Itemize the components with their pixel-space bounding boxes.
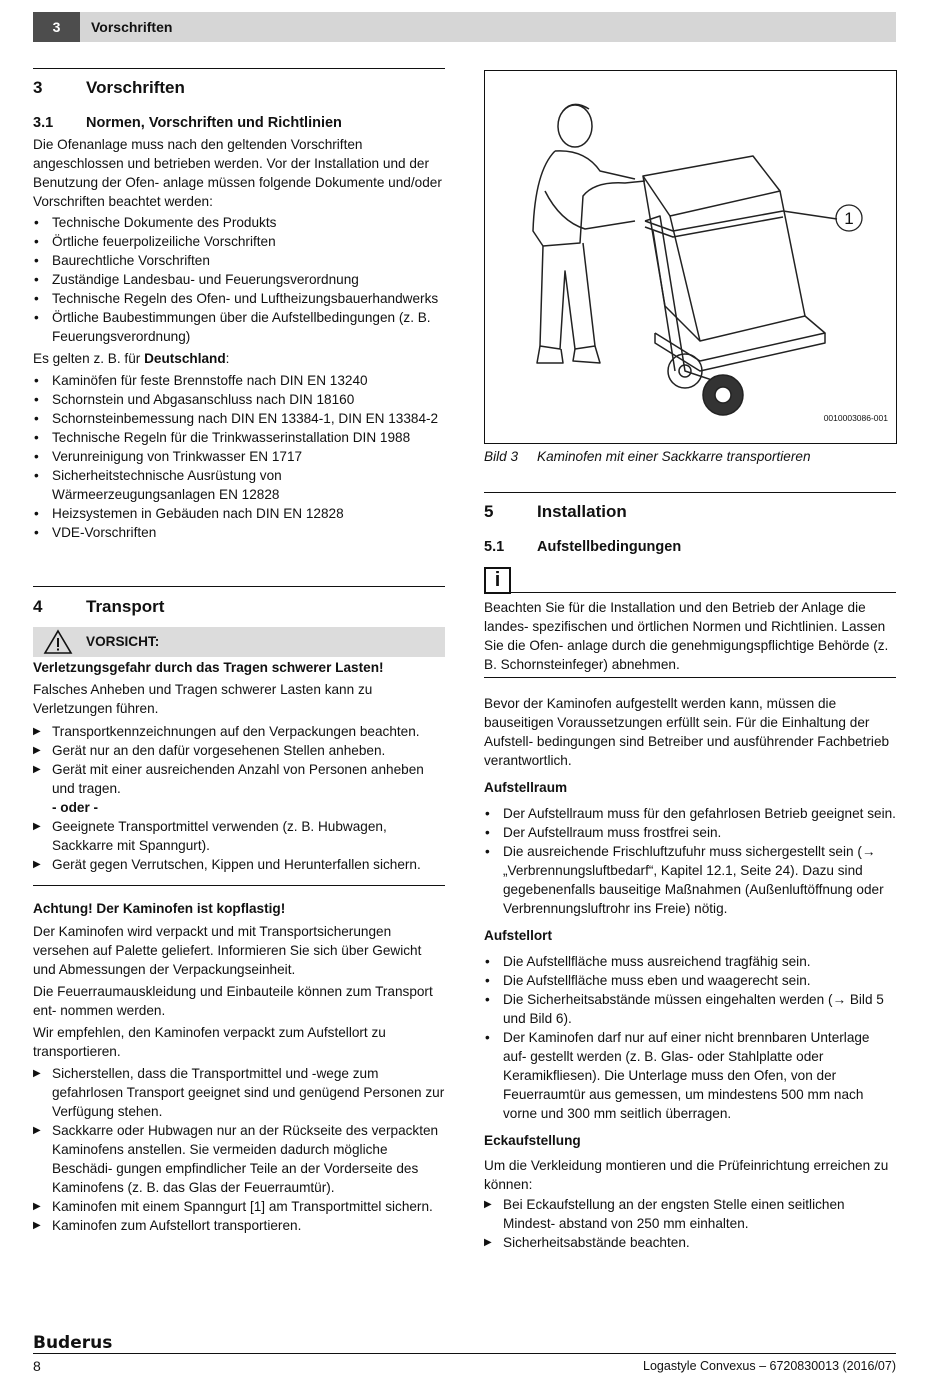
buderus-logo: Buderus (33, 1333, 113, 1353)
warning-triangle-icon (43, 629, 73, 655)
subsection-number: 3.1 (33, 115, 54, 131)
warning-content (33, 658, 445, 874)
achtung-note: Achtung! Der Kaminofen ist kopflastig! (33, 901, 286, 916)
sec3-body (33, 135, 445, 542)
list-item: • Die Sicherheitsabstände müssen eingehalten werden (→ Bild 5 und Bild 6). (484, 990, 896, 1028)
section-3-heading (33, 77, 185, 99)
sec3-intro: Die Ofenanlage muss nach den geltenden Vorschriften angeschlossen und betrieben werden. Vor der Installation und der Benutzung der Ofen- anlage müssen folgende Dokumente und/oder Vorschriften beachtet werden: (33, 137, 442, 209)
section-rule (484, 492, 896, 493)
caption-text: Kaminofen mit einer Sackkarre transportieren (537, 449, 811, 464)
transport-body (33, 899, 445, 1235)
stove-handtruck-illustration (485, 71, 896, 443)
es-gelten-country: Deutschland (144, 351, 226, 366)
step-item: ▶ Sicherstellen, dass die Transportmittel und -wege zum gefahrlosen Transport geeignet sind und genügend Personen zur Verfügung stehen. (33, 1064, 445, 1121)
aufstellort-list (484, 952, 896, 1123)
list-item: • Die Aufstellfläche muss ausreichend tragfähig sein. (484, 952, 896, 971)
page-number: 8 (33, 1358, 41, 1374)
transport-p1: Der Kaminofen wird verpackt und mit Transportsicherungen versehen auf Palette geliefert. Informieren Sie sich über Gewicht und Abmessungen der Verpackungseinheit. (33, 924, 422, 977)
warning-text: Falsches Anheben und Tragen schwerer Lasten kann zu Verletzungen führen. (33, 682, 373, 716)
warning-bar (33, 627, 445, 657)
sec3-docs-list (33, 213, 445, 346)
eckaufstellung-steps (484, 1195, 896, 1252)
eckaufstellung-heading: Eckaufstellung (484, 1133, 581, 1148)
section-number: 3 (33, 78, 43, 97)
installation-body (484, 694, 896, 1252)
aufstellraum-list (484, 804, 896, 918)
caption-number: Bild 3 (484, 449, 519, 464)
oder-separator: - oder - (52, 800, 99, 815)
section-4-heading (33, 596, 164, 618)
document-reference: Logastyle Convexus – 6720830013 (2016/07) (643, 1359, 896, 1373)
section-title: Installation (537, 502, 627, 521)
step-item: ▶ Gerät nur an den dafür vorgesehenen Stellen anheben. (33, 741, 445, 760)
list-item: • Zuständige Landesbau- und Feuerungsverordnung (33, 270, 445, 289)
info-icon: i (484, 567, 511, 594)
sec3-es-gelten (33, 349, 445, 368)
step-item: ▶ Gerät gegen Verrutschen, Kippen und Herunterfallen sichern. (33, 855, 445, 874)
list-item: • Der Aufstellraum muss frostfrei sein. (484, 823, 896, 842)
es-gelten-colon: : (225, 351, 230, 366)
list-item: • Sicherheitstechnische Ausrüstung von Wärmeerzeugungsanlagen EN 12828 (33, 466, 445, 504)
step-item: ▶ Kaminofen zum Aufstellort transportieren. (33, 1216, 445, 1235)
figure-frame (484, 70, 897, 444)
list-item: • Verunreinigung von Trinkwasser EN 1717 (33, 447, 445, 466)
step-item: ▶ Sackkarre oder Hubwagen nur an der Rückseite des verpackten Kaminofens anstellen. Sie vermeiden dadurch mögliche Beschädi- gungen empfindlicher Teile an der Vorderseite des Kaminofens (z. B. das Glas der Feuerraumtür). (33, 1121, 445, 1197)
list-item: • Baurechtliche Vorschriften (33, 251, 445, 270)
es-gelten-text: Es gelten z. B. für (33, 351, 145, 366)
section-3-1-heading (33, 113, 342, 133)
list-item: • Technische Regeln des Ofen- und Luftheizungsbauerhandwerks (33, 289, 445, 308)
figure-caption (484, 447, 811, 466)
transport-p3: Wir empfehlen, den Kaminofen verpackt zum Aufstellort zu transportieren. (33, 1025, 386, 1059)
warning-headline: Verletzungsgefahr durch das Tragen schwerer Lasten! (33, 660, 384, 675)
subsection-title: Aufstellbedingungen (537, 539, 682, 555)
header-chapter-title: Vorschriften (91, 19, 173, 35)
list-item: • Schornsteinbemessung nach DIN EN 13384-1, DIN EN 13384-2 (33, 409, 445, 428)
step-item: ▶ Sicherheitsabstände beachten. (484, 1233, 896, 1252)
list-item: • Kaminöfen für feste Brennstoffe nach DIN EN 13240 (33, 371, 445, 390)
list-item: • Technische Dokumente des Produkts (33, 213, 445, 232)
subsection-title: Normen, Vorschriften und Richtlinien (86, 115, 342, 131)
figure-code: 0010003086-001 (823, 413, 888, 423)
section-rule (33, 68, 445, 69)
step-item: ▶ Kaminofen mit einem Spanngurt [1] am Transportmittel sichern. (33, 1197, 445, 1216)
section-number: 5 (484, 502, 494, 521)
figure-callout-number: 1 (844, 209, 854, 228)
info-rule (511, 592, 896, 593)
section-title: Transport (86, 597, 165, 616)
list-item: • Heizsystemen in Gebäuden nach DIN EN 12828 (33, 504, 445, 523)
list-item: • Die Aufstellfläche muss eben und waagerecht sein. (484, 971, 896, 990)
step-item: ▶ Bei Eckaufstellung an der engsten Stelle einen seitlichen Mindest- abstand von 250 mm einhalten. (484, 1195, 896, 1233)
info-end-rule (484, 677, 896, 678)
info-text: Beachten Sie für die Installation und den Betrieb der Anlage die landes- spezifischen und örtlichen Normen und Richtlinien. Lassen Sie die Ofen- anlage durch die genehmigungspflichtige Behörde (z. B. Schornsteinfeger) abnehmen. (484, 600, 889, 672)
list-item: • Die ausreichende Frischluftzufuhr muss sichergestellt sein (→ „Verbrennungsluftbedarf“, Kapitel 12.1, Seite 24). Dazu sind gegebenenfalls bauseitige Maßnahmen (Außenluftöffnung oder Verbrennungsluftrohr ins Freie) nötig. (484, 842, 896, 918)
list-item: • Technische Regeln für die Trinkwasserinstallation DIN 1988 (33, 428, 445, 447)
page-header (33, 12, 896, 42)
step-item: ▶ Transportkennzeichnungen auf den Verpackungen beachten. (33, 722, 445, 741)
step-item: ▶ Gerät mit einer ausreichenden Anzahl von Personen anheben und tragen. (33, 760, 445, 798)
section-5-heading (484, 501, 627, 523)
subsection-number: 5.1 (484, 539, 505, 555)
warning-label: VORSICHT: (86, 634, 160, 649)
section-number: 4 (33, 597, 43, 616)
list-item: • Der Kaminofen darf nur auf einer nicht brennbaren Unterlage auf- gestellt werden (z. B. Glas- oder Stahlplatte oder Keramikfliesen). Die Unterlage muss den Ofen, von der Feuerraumtür aus gemessen, um mindestens 500 mm nach vorne und 300 mm seitlich überragen. (484, 1028, 896, 1123)
eckaufstellung-text: Um die Verkleidung montieren und die Prüfeinrichtung erreichen zu können: (484, 1158, 889, 1192)
aufstellort-heading: Aufstellort (484, 928, 552, 943)
list-item: • Der Aufstellraum muss für den gefahrlosen Betrieb geeignet sein. (484, 804, 896, 823)
list-item: • VDE-Vorschriften (33, 523, 445, 542)
list-item: • Örtliche Baubestimmungen über die Aufstellbedingungen (z. B. Feuerungsverordnung) (33, 308, 445, 346)
section-rule (33, 586, 445, 587)
section-5-1-heading (484, 537, 681, 557)
sec3-standards-list (33, 371, 445, 542)
installation-p1: Bevor der Kaminofen aufgestellt werden kann, müssen die bauseitigen Voraussetzungen erfüllt sein. Für die Einhaltung der Aufstell- bedingungen sind Betreiber und ausführender Fachbetrieb verantwortlich. (484, 696, 890, 768)
list-item: • Schornstein und Abgasanschluss nach DIN 18160 (33, 390, 445, 409)
warning-end-rule (33, 885, 445, 886)
step-item: ▶ Geeignete Transportmittel verwenden (z. B. Hubwagen, Sackkarre mit Spanngurt). (33, 817, 445, 855)
header-chapter-number: 3 (33, 12, 80, 42)
section-title: Vorschriften (86, 78, 185, 97)
footer-rule (33, 1353, 896, 1354)
warning-steps-b (33, 817, 445, 874)
warning-steps-a (33, 722, 445, 798)
transport-steps (33, 1064, 445, 1235)
aufstellraum-heading: Aufstellraum (484, 780, 568, 795)
list-item: • Örtliche feuerpolizeiliche Vorschriften (33, 232, 445, 251)
transport-p2: Die Feuerraumauskleidung und Einbauteile können zum Transport ent- nommen werden. (33, 984, 433, 1018)
